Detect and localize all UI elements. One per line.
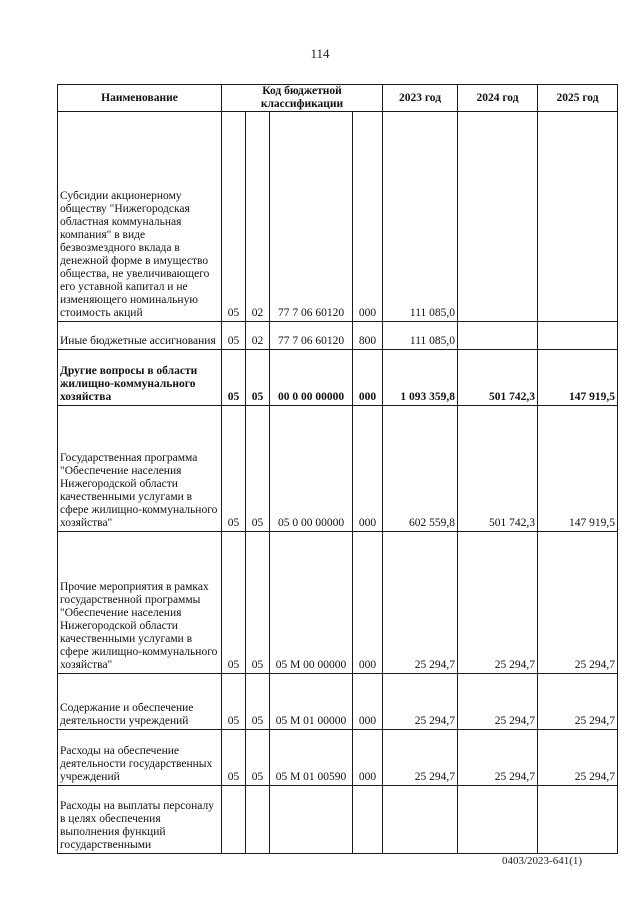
row-code-type: [353, 786, 383, 854]
row-value-2023: 111 085,0: [383, 322, 458, 350]
row-value-2023: [383, 786, 458, 854]
row-code-target: 05 М 00 00000: [270, 532, 353, 674]
row-value-2025: 25 294,7: [538, 532, 618, 674]
row-name: Прочие мероприятия в рамках государственной программы "Обеспечение населения Нижегородской области качественными услугами в сфере жилищно-коммунального хозяйства": [58, 532, 222, 674]
row-code-target: [270, 786, 353, 854]
row-code-subsection: 05: [246, 532, 270, 674]
row-value-2025: [538, 322, 618, 350]
row-name: Содержание и обеспечение деятельности учреждений: [58, 674, 222, 730]
row-code-subsection: 05: [246, 350, 270, 406]
table-row: [58, 406, 618, 532]
row-value-2023: 1 093 359,8: [383, 350, 458, 406]
row-name: Другие вопросы в области жилищно-коммунального хозяйства: [58, 350, 222, 406]
row-value-2025: 147 919,5: [538, 406, 618, 532]
row-code-type: 000: [353, 730, 383, 786]
row-value-2025: 25 294,7: [538, 674, 618, 730]
row-value-2023: 25 294,7: [383, 730, 458, 786]
row-code-type: 000: [353, 112, 383, 322]
row-value-2025: 25 294,7: [538, 730, 618, 786]
row-code-subsection: 05: [246, 674, 270, 730]
row-code-section: [222, 786, 246, 854]
row-code-target: 77 7 06 60120: [270, 112, 353, 322]
row-code-type: 000: [353, 674, 383, 730]
row-code-section: 05: [222, 406, 246, 532]
row-value-2024: 25 294,7: [458, 674, 538, 730]
row-code-subsection: 05: [246, 730, 270, 786]
row-code-target: 00 0 00 00000: [270, 350, 353, 406]
row-value-2024: 25 294,7: [458, 730, 538, 786]
row-code-target: 77 7 06 60120: [270, 322, 353, 350]
row-code-target: 05 М 01 00000: [270, 674, 353, 730]
row-code-type: 000: [353, 350, 383, 406]
document-code: 0403/2023-641(1): [502, 855, 583, 867]
table-row: [58, 674, 618, 730]
table-row: [58, 532, 618, 674]
row-code-subsection: [246, 786, 270, 854]
row-value-2024: 25 294,7: [458, 532, 538, 674]
budget-table: [57, 84, 618, 854]
row-value-2024: [458, 322, 538, 350]
row-name: Расходы на выплаты персоналу в целях обеспечения выполнения функций государственными: [58, 786, 222, 854]
row-code-target: 05 0 00 00000: [270, 406, 353, 532]
header-2025: 2025 год: [538, 85, 618, 112]
row-code-subsection: 05: [246, 406, 270, 532]
row-code-section: 05: [222, 350, 246, 406]
row-code-section: 05: [222, 532, 246, 674]
row-code-section: 05: [222, 730, 246, 786]
row-code-type: 000: [353, 406, 383, 532]
header-2023: 2023 год: [383, 85, 458, 112]
row-code-subsection: 02: [246, 112, 270, 322]
row-code-section: 05: [222, 322, 246, 350]
row-value-2024: 501 742,3: [458, 350, 538, 406]
row-code-type: 800: [353, 322, 383, 350]
row-name: Субсидии акционерному обществу "Нижегородская областная коммунальная компания" в виде безвозмездного вклада в денежной форме в имущество общества, не увеличивающего его уставной капитал и не изменяющего номинальную стоимость акций: [58, 112, 222, 322]
row-value-2023: 602 559,8: [383, 406, 458, 532]
header-code: Код бюджетной классификации: [222, 85, 383, 112]
row-code-type: 000: [353, 532, 383, 674]
row-name: Государственная программа "Обеспечение населения Нижегородской области качественными услугами в сфере жилищно-коммунального хозяйства": [58, 406, 222, 532]
row-value-2024: [458, 786, 538, 854]
table-row: [58, 322, 618, 350]
table-row: [58, 786, 618, 854]
table-row: [58, 112, 618, 322]
row-code-section: 05: [222, 112, 246, 322]
row-name: Иные бюджетные ассигнования: [58, 322, 222, 350]
row-value-2025: 147 919,5: [538, 350, 618, 406]
row-code-subsection: 02: [246, 322, 270, 350]
header-2024: 2024 год: [458, 85, 538, 112]
header-name: Наименование: [58, 85, 222, 112]
row-value-2024: 501 742,3: [458, 406, 538, 532]
row-value-2023: 25 294,7: [383, 674, 458, 730]
table-header-row: [58, 85, 618, 112]
row-value-2025: [538, 786, 618, 854]
row-value-2025: [538, 112, 618, 322]
row-value-2024: [458, 112, 538, 322]
page-number: 114: [310, 46, 330, 61]
row-code-target: 05 М 01 00590: [270, 730, 353, 786]
row-code-section: 05: [222, 674, 246, 730]
row-name: Расходы на обеспечение деятельности государственных учреждений: [58, 730, 222, 786]
row-value-2023: 25 294,7: [383, 532, 458, 674]
table-row: [58, 730, 618, 786]
row-value-2023: 111 085,0: [383, 112, 458, 322]
table-row: [58, 350, 618, 406]
